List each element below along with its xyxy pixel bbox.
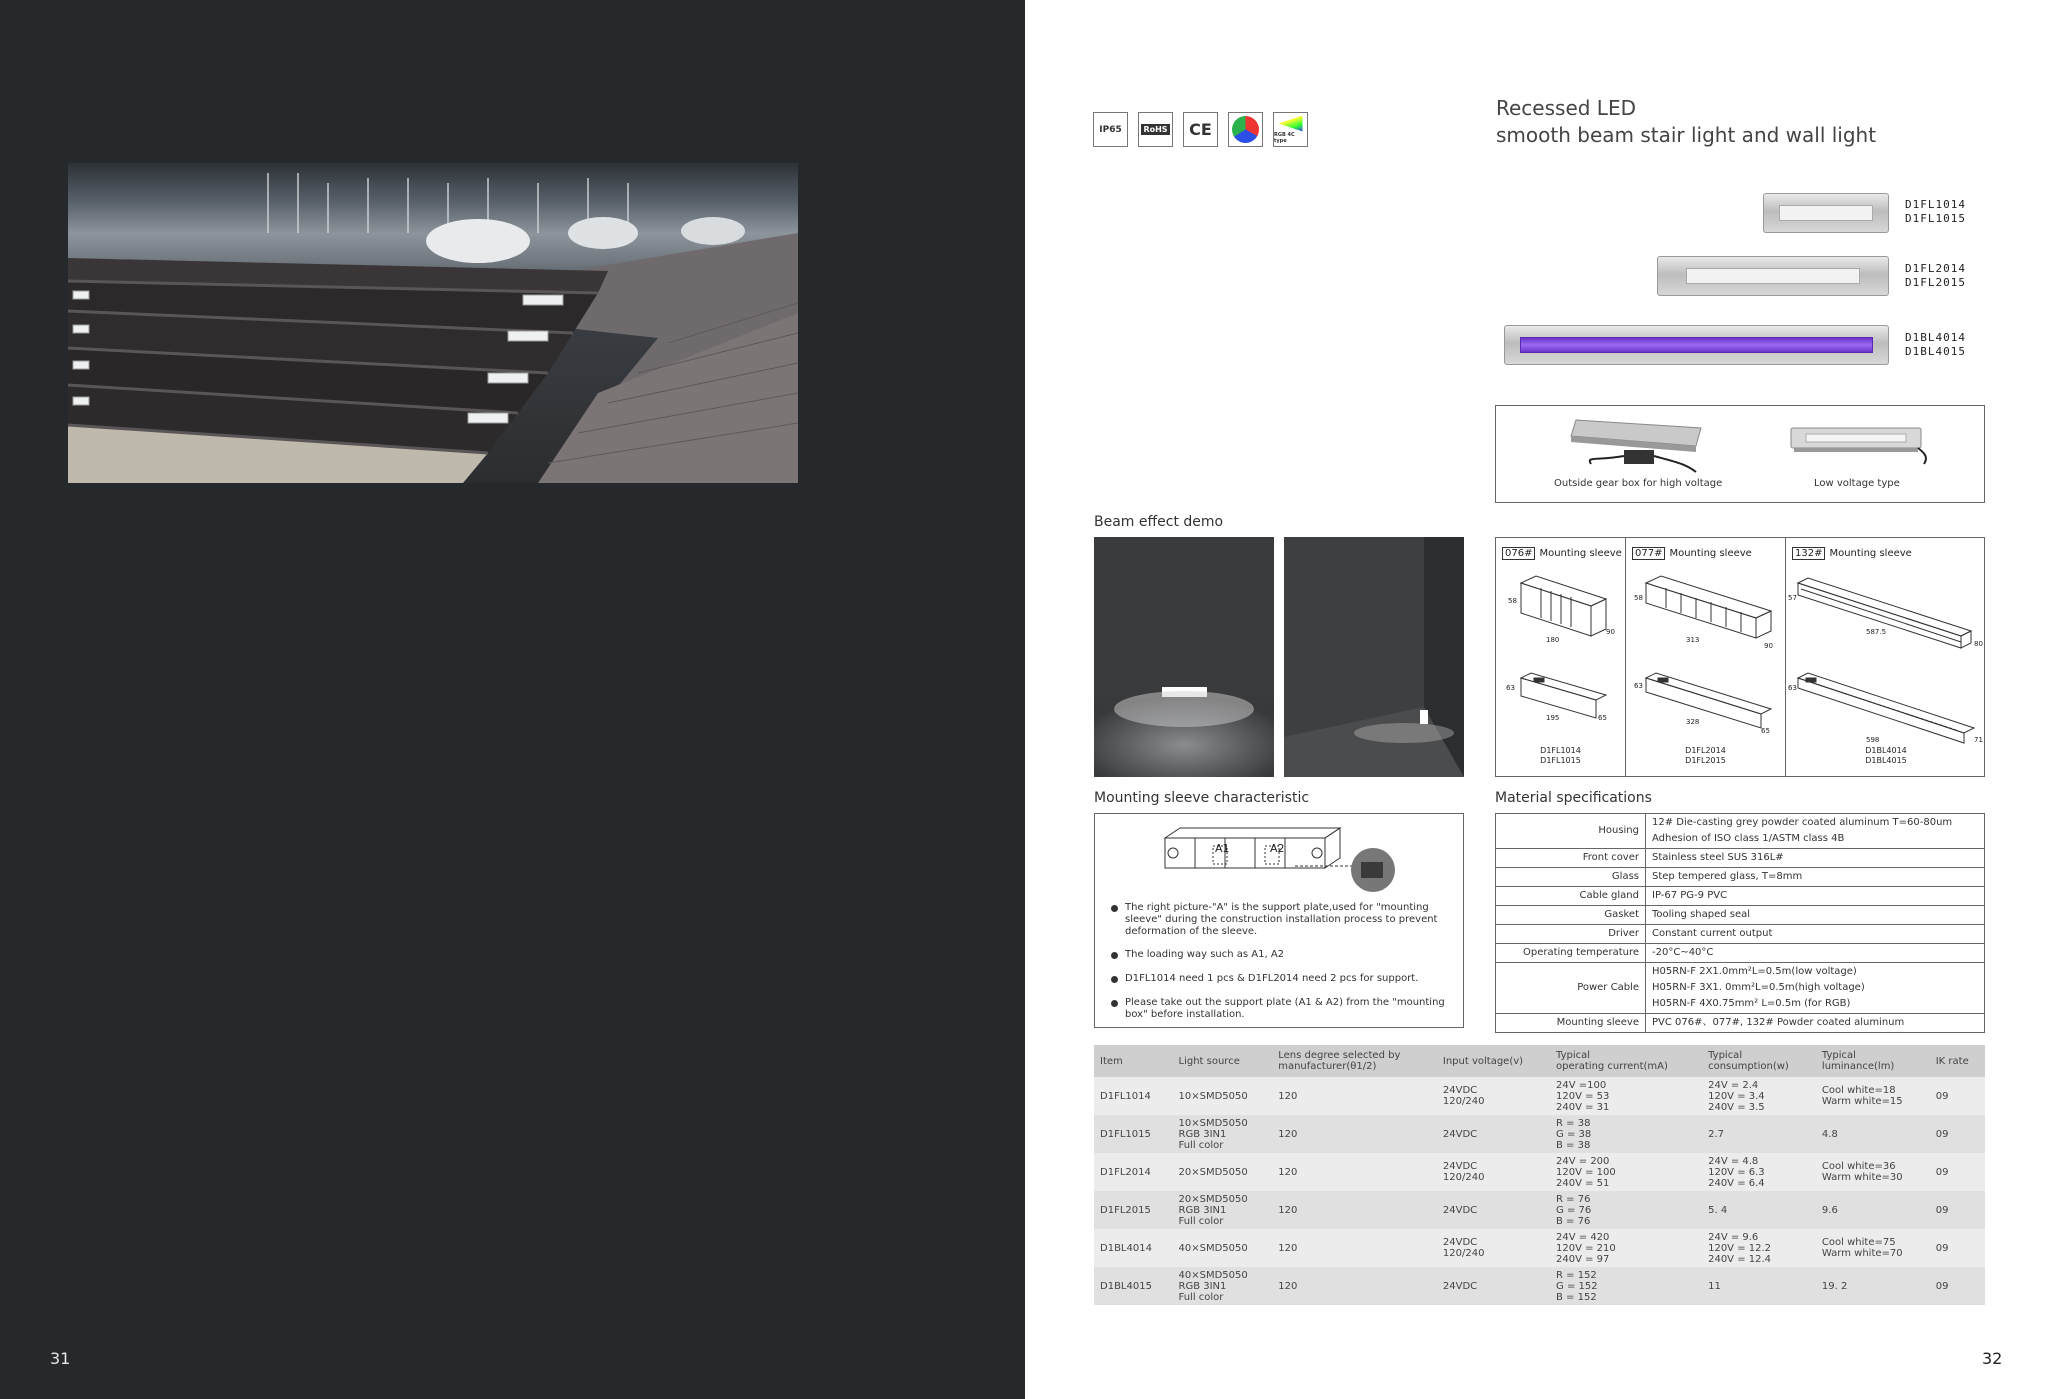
spec-cell: 24VDC 120/240 — [1437, 1077, 1550, 1115]
page-title-line1: Recessed LED — [1496, 96, 1636, 120]
sleeve-077-models: D1FL2014 D1FL2015 — [1685, 746, 1726, 765]
material-value: Stainless steel SUS 316L# — [1646, 849, 1985, 868]
material-row — [1496, 887, 1985, 906]
beam-effect-image-side — [1284, 537, 1464, 777]
material-row — [1496, 906, 1985, 925]
product-models-4014: D1BL4014 D1BL4015 — [1905, 331, 1966, 358]
material-row — [1496, 1014, 1985, 1033]
material-key: Driver — [1496, 925, 1646, 944]
spec-cell: Cool white=36 Warm white=30 — [1816, 1153, 1930, 1191]
page-number-right: 32 — [1982, 1349, 2003, 1368]
spec-row — [1094, 1077, 1985, 1115]
spec-header-cell: Typical consumption(w) — [1702, 1045, 1816, 1077]
spec-cell: D1FL1015 — [1094, 1115, 1173, 1153]
beam-effect-title: Beam effect demo — [1094, 514, 1224, 530]
svg-text:57: 57 — [1788, 594, 1797, 602]
spec-cell: R = 76 G = 76 B = 76 — [1550, 1191, 1702, 1229]
voltage-type-illustration — [1496, 406, 1986, 504]
material-row — [1496, 868, 1985, 887]
svg-text:58: 58 — [1634, 594, 1643, 602]
material-row — [1496, 963, 1985, 1014]
spec-header-cell: Light source — [1173, 1045, 1273, 1077]
svg-text:71: 71 — [1974, 736, 1983, 744]
spec-row — [1094, 1229, 1985, 1267]
product-models-2014: D1FL2014 D1FL2015 — [1905, 262, 1966, 289]
material-key: Cable gland — [1496, 887, 1646, 906]
svg-text:313: 313 — [1686, 636, 1700, 644]
spec-cell: 09 — [1930, 1267, 1985, 1305]
spec-cell: 24V = 420 120V = 210 240V = 97 — [1550, 1229, 1702, 1267]
spec-cell: 09 — [1930, 1115, 1985, 1153]
spec-cell: 20×SMD5050 — [1173, 1153, 1273, 1191]
spec-cell: 24VDC 120/240 — [1437, 1153, 1550, 1191]
sleeve-characteristic-title: Mounting sleeve characteristic — [1094, 790, 1310, 806]
rgb-4c-type-icon: RGB 4C type — [1273, 112, 1308, 147]
fixture-lens — [1779, 205, 1873, 220]
spec-cell: D1FL2014 — [1094, 1153, 1173, 1191]
sleeve-col-077: 077# Mounting sleeve 58 313 90 63 328 65 D1FL2014 D1FL2015 — [1626, 538, 1786, 776]
material-row — [1496, 944, 1985, 963]
svg-text:65: 65 — [1598, 714, 1607, 722]
spec-cell: 120 — [1272, 1191, 1437, 1229]
material-specs-table — [1495, 813, 1985, 1033]
material-row — [1496, 849, 1985, 868]
spec-cell: 40×SMD5050 — [1173, 1229, 1273, 1267]
material-row — [1496, 814, 1985, 849]
sleeve-col-132: 132# Mounting sleeve 57 587.5 80 63 598 71 D1BL4014 D1BL4015 — [1786, 538, 1986, 776]
rgb-icon — [1228, 112, 1263, 147]
spec-cell: D1BL4014 — [1094, 1229, 1173, 1267]
material-key: Glass — [1496, 868, 1646, 887]
spec-header-cell: Typical operating current(mA) — [1550, 1045, 1702, 1077]
spec-cell: 24VDC — [1437, 1115, 1550, 1153]
svg-text:A1: A1 — [1215, 842, 1230, 855]
spec-cell: 40×SMD5050 RGB 3IN1 Full color — [1173, 1267, 1273, 1305]
mounting-sleeve-drawings — [1495, 537, 1985, 777]
spec-row — [1094, 1115, 1985, 1153]
voltage-type-box — [1495, 405, 1985, 503]
material-value: Step tempered glass, T=8mm — [1646, 868, 1985, 887]
spec-cell: 24V = 2.4 120V = 3.4 240V = 3.5 — [1702, 1077, 1816, 1115]
svg-text:63: 63 — [1506, 684, 1515, 692]
product-fixture-1014 — [1763, 193, 1889, 233]
material-value: Constant current output — [1646, 925, 1985, 944]
spec-cell: 24V = 9.6 120V = 12.2 240V = 12.4 — [1702, 1229, 1816, 1267]
rgb-4c-beam-icon — [1279, 116, 1303, 132]
sleeve-076-drawing — [1496, 538, 1626, 778]
support-plate-diagram — [1095, 818, 1465, 898]
spec-cell: 10×SMD5050 — [1173, 1077, 1273, 1115]
sleeve-076-models: D1FL1014 D1FL1015 — [1540, 746, 1581, 765]
spec-cell: 09 — [1930, 1077, 1985, 1115]
svg-text:90: 90 — [1764, 642, 1773, 650]
spec-cell: D1FL1014 — [1094, 1077, 1173, 1115]
spec-cell: 10×SMD5050 RGB 3IN1 Full color — [1173, 1115, 1273, 1153]
spec-cell: 24V = 200 120V = 100 240V = 51 — [1550, 1153, 1702, 1191]
material-key: Power Cable — [1496, 963, 1646, 1014]
material-row — [1496, 925, 1985, 944]
sleeve-note-4: Please take out the support plate (A1 & A2) from the "mounting box" before installation. — [1111, 997, 1456, 1021]
sleeve-col-076: 076# Mounting sleeve 58 180 90 63 195 65 D1FL1014 D1FL1015 — [1496, 538, 1626, 776]
high-voltage-caption: Outside gear box for high voltage — [1554, 478, 1723, 489]
page-title — [1496, 95, 1876, 149]
stair-photo-illustration — [68, 163, 798, 483]
spec-cell: 5. 4 — [1702, 1191, 1816, 1229]
spec-header-cell: Typical luminance(lm) — [1816, 1045, 1930, 1077]
spec-cell: 11 — [1702, 1267, 1816, 1305]
material-value: 12# Die-casting grey powder coated aluminum T=60-80um Adhesion of ISO class 1/ASTM class 4B — [1646, 814, 1985, 849]
spec-cell: 4.8 — [1816, 1115, 1930, 1153]
spec-header-cell: IK rate — [1930, 1045, 1985, 1077]
svg-text:598: 598 — [1866, 736, 1880, 744]
material-key: Gasket — [1496, 906, 1646, 925]
spec-cell: 120 — [1272, 1153, 1437, 1191]
ce-icon: CE — [1183, 112, 1218, 147]
spec-cell: Cool white=18 Warm white=15 — [1816, 1077, 1930, 1115]
svg-text:80: 80 — [1974, 640, 1983, 648]
fixture-lens — [1686, 268, 1861, 283]
rgb-color-wheel-icon — [1232, 116, 1259, 143]
material-key: Operating temperature — [1496, 944, 1646, 963]
material-specs-title: Material specifications — [1495, 790, 1652, 806]
material-value: PVC 076#、077#, 132# Powder coated aluminum — [1646, 1014, 1985, 1033]
material-key: Mounting sleeve — [1496, 1014, 1646, 1033]
material-key: Front cover — [1496, 849, 1646, 868]
sleeve-note-3: D1FL1014 need 1 pcs & D1FL2014 need 2 pcs for support. — [1111, 973, 1456, 985]
svg-text:63: 63 — [1634, 682, 1643, 690]
rohs-icon: RoHS — [1138, 112, 1173, 147]
ip65-icon: IP65 — [1093, 112, 1128, 147]
spec-cell: 120 — [1272, 1115, 1437, 1153]
svg-text:587.5: 587.5 — [1866, 628, 1887, 636]
page-title-line2: smooth beam stair light and wall light — [1496, 123, 1877, 147]
spec-cell: 09 — [1930, 1191, 1985, 1229]
sleeve-077-drawing — [1626, 538, 1786, 778]
sleeve-132-models: D1BL4014 D1BL4015 — [1865, 746, 1907, 765]
stair-photo — [68, 163, 798, 483]
spec-cell: R = 152 G = 152 B = 152 — [1550, 1267, 1702, 1305]
spec-cell: 120 — [1272, 1267, 1437, 1305]
spec-cell: Cool white=75 Warm white=70 — [1816, 1229, 1930, 1267]
sleeve-note-2: The loading way such as A1, A2 — [1111, 949, 1456, 961]
sleeve-characteristic-box — [1094, 813, 1464, 1028]
spec-cell: 24VDC — [1437, 1267, 1550, 1305]
material-value: IP-67 PG-9 PVC — [1646, 887, 1985, 906]
spec-cell: 120 — [1272, 1077, 1437, 1115]
spec-cell: 2.7 — [1702, 1115, 1816, 1153]
svg-text:90: 90 — [1606, 628, 1615, 636]
spec-cell: D1FL2015 — [1094, 1191, 1173, 1229]
spec-row — [1094, 1191, 1985, 1229]
svg-text:180: 180 — [1546, 636, 1560, 644]
spec-cell: 9.6 — [1816, 1191, 1930, 1229]
svg-text:195: 195 — [1546, 714, 1560, 722]
svg-text:A2: A2 — [1270, 842, 1285, 855]
product-fixture-4014 — [1504, 325, 1889, 365]
spec-row — [1094, 1267, 1985, 1305]
page-number-left: 31 — [50, 1349, 71, 1368]
certification-icons — [1093, 112, 1308, 147]
spec-cell: 09 — [1930, 1229, 1985, 1267]
spec-cell: 09 — [1930, 1153, 1985, 1191]
spec-cell: 24VDC 120/240 — [1437, 1229, 1550, 1267]
sleeve-132-drawing — [1786, 538, 1986, 778]
spec-cell: D1BL4015 — [1094, 1267, 1173, 1305]
svg-text:63: 63 — [1788, 684, 1797, 692]
spec-header-cell: Lens degree selected by manufacturer(θ1/2) — [1272, 1045, 1437, 1077]
spec-row — [1094, 1153, 1985, 1191]
product-fixture-2014 — [1657, 256, 1889, 296]
low-voltage-caption: Low voltage type — [1814, 478, 1900, 489]
beam-effect-image-front — [1094, 537, 1274, 777]
spec-cell: 20×SMD5050 RGB 3IN1 Full color — [1173, 1191, 1273, 1229]
beam-front-illustration — [1094, 537, 1274, 777]
spec-cell: 120 — [1272, 1229, 1437, 1267]
spec-cell: 24V = 4.8 120V = 6.3 240V = 6.4 — [1702, 1153, 1816, 1191]
spec-table — [1094, 1045, 1985, 1305]
high-voltage-fixture-illustration — [1571, 420, 1701, 472]
spec-header-cell: Input voltage(v) — [1437, 1045, 1550, 1077]
material-key: Housing — [1496, 814, 1646, 849]
spec-cell: 24V =100 120V = 53 240V = 31 — [1550, 1077, 1702, 1115]
spec-header-cell: Item — [1094, 1045, 1173, 1077]
beam-side-illustration — [1284, 537, 1464, 777]
sleeve-note-1: The right picture-"A" is the support plate,used for "mounting sleeve" during the construction installation process to prevent deformation of the sleeve. — [1111, 902, 1456, 938]
spec-cell: R = 38 G = 38 B = 38 — [1550, 1115, 1702, 1153]
low-voltage-fixture-illustration — [1791, 428, 1926, 464]
material-value: Tooling shaped seal — [1646, 906, 1985, 925]
material-value: H05RN-F 2X1.0mm²L=0.5m(low voltage) H05RN-F 3X1. 0mm²L=0.5m(high voltage) H05RN-F 4X0.75mm² L=0.5m (for RGB) — [1646, 963, 1985, 1014]
product-models-1014: D1FL1014 D1FL1015 — [1905, 198, 1966, 225]
spec-cell: 24VDC — [1437, 1191, 1550, 1229]
svg-text:328: 328 — [1686, 718, 1700, 726]
material-value: -20°C~40°C — [1646, 944, 1985, 963]
svg-text:65: 65 — [1761, 727, 1770, 735]
spec-cell: 19. 2 — [1816, 1267, 1930, 1305]
fixture-lens — [1520, 337, 1872, 352]
svg-text:58: 58 — [1508, 597, 1517, 605]
